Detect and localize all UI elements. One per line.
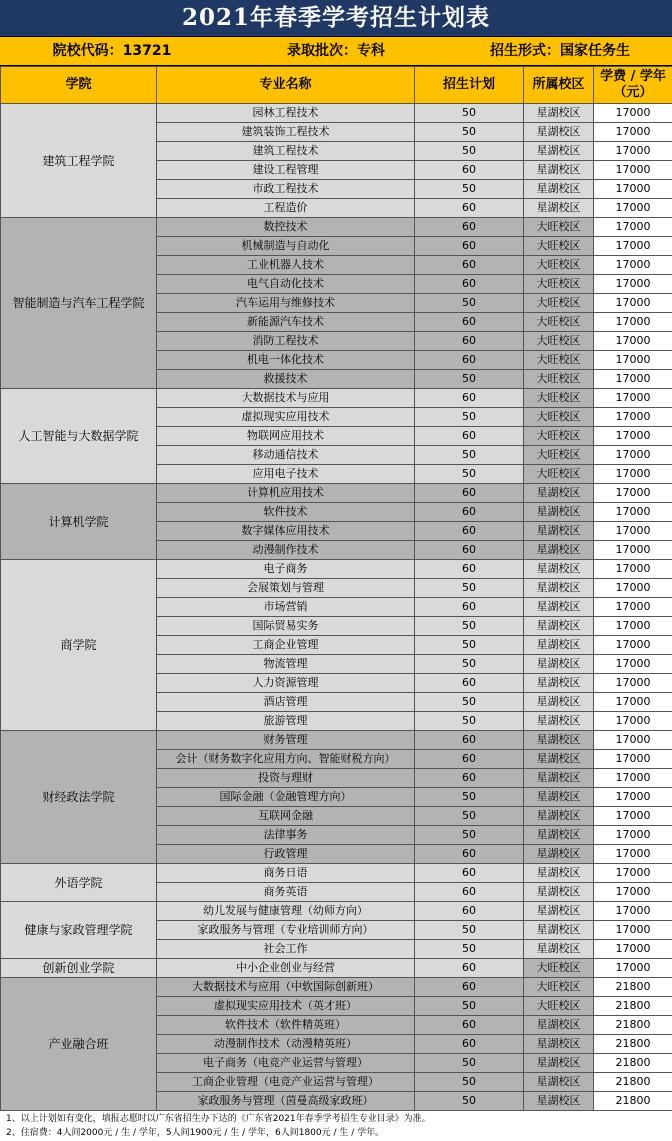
plan-cell: 60	[415, 161, 524, 180]
campus-cell: 星湖校区	[524, 940, 594, 959]
campus-cell: 星湖校区	[524, 541, 594, 560]
major-cell: 物联网应用技术	[157, 427, 415, 446]
plan-cell: 50	[415, 712, 524, 731]
plan-cell: 60	[415, 1035, 524, 1054]
plan-cell: 60	[415, 598, 524, 617]
plan-cell: 60	[415, 313, 524, 332]
college-cell: 智能制造与汽车工程学院	[1, 218, 157, 389]
campus-cell: 星湖校区	[524, 883, 594, 902]
campus-cell: 星湖校区	[524, 522, 594, 541]
plan-cell: 60	[415, 731, 524, 750]
plan-cell: 60	[415, 769, 524, 788]
major-cell: 国际贸易实务	[157, 617, 415, 636]
tuition-cell: 17000	[594, 161, 672, 180]
plan-cell: 50	[415, 997, 524, 1016]
tuition-cell: 17000	[594, 123, 672, 142]
campus-cell: 大旺校区	[524, 978, 594, 997]
plan-cell: 50	[415, 940, 524, 959]
major-cell: 计算机应用技术	[157, 484, 415, 503]
tuition-cell: 17000	[594, 389, 672, 408]
major-cell: 建筑装饰工程技术	[157, 123, 415, 142]
tuition-cell: 17000	[594, 541, 672, 560]
major-cell: 法律事务	[157, 826, 415, 845]
table-row	[1, 484, 672, 503]
major-cell: 新能源汽车技术	[157, 313, 415, 332]
tuition-cell: 17000	[594, 807, 672, 826]
header-plan: 招生计划	[415, 67, 524, 104]
tuition-cell: 17000	[594, 427, 672, 446]
plan-cell: 50	[415, 1054, 524, 1073]
plan-cell: 60	[415, 560, 524, 579]
major-cell: 数字媒体应用技术	[157, 522, 415, 541]
plan-cell: 60	[415, 541, 524, 560]
tuition-cell: 21800	[594, 997, 672, 1016]
table-row	[1, 560, 672, 579]
major-cell: 虚拟现实应用技术	[157, 408, 415, 427]
campus-cell: 星湖校区	[524, 1092, 594, 1111]
plan-cell: 50	[415, 408, 524, 427]
campus-cell: 星湖校区	[524, 199, 594, 218]
plan-cell: 60	[415, 883, 524, 902]
campus-cell: 大旺校区	[524, 370, 594, 389]
campus-cell: 大旺校区	[524, 465, 594, 484]
tuition-cell: 17000	[594, 522, 672, 541]
tuition-cell: 17000	[594, 921, 672, 940]
plan-cell: 60	[415, 351, 524, 370]
footnote: 2、住宿费：4人间2000元 / 生 / 学年，5人间1900元 / 生 / 学年，6人间1800元 / 生 / 学年。	[6, 1128, 385, 1138]
major-cell: 移动通信技术	[157, 446, 415, 465]
tuition-cell: 17000	[594, 636, 672, 655]
tuition-cell: 17000	[594, 655, 672, 674]
plan-cell: 50	[415, 465, 524, 484]
campus-cell: 星湖校区	[524, 484, 594, 503]
plan-cell: 60	[415, 389, 524, 408]
enrollment-plan-table	[0, 66, 672, 1111]
plan-cell: 60	[415, 902, 524, 921]
college-cell: 人工智能与大数据学院	[1, 389, 157, 484]
campus-cell: 星湖校区	[524, 598, 594, 617]
major-cell: 酒店管理	[157, 693, 415, 712]
campus-cell: 大旺校区	[524, 427, 594, 446]
plan-cell: 60	[415, 864, 524, 883]
tuition-cell: 17000	[594, 332, 672, 351]
campus-cell: 星湖校区	[524, 142, 594, 161]
plan-cell: 50	[415, 807, 524, 826]
tuition-cell: 17000	[594, 294, 672, 313]
campus-cell: 大旺校区	[524, 294, 594, 313]
tuition-cell: 17000	[594, 959, 672, 978]
campus-cell: 大旺校区	[524, 959, 594, 978]
major-cell: 中小企业创业与经营	[157, 959, 415, 978]
major-cell: 家政服务与管理（专业培训师方向）	[157, 921, 415, 940]
table-row	[1, 959, 672, 978]
major-cell: 大数据技术与应用（中软国际创新班）	[157, 978, 415, 997]
plan-cell: 50	[415, 123, 524, 142]
campus-cell: 星湖校区	[524, 1016, 594, 1035]
campus-cell: 星湖校区	[524, 579, 594, 598]
campus-cell: 星湖校区	[524, 731, 594, 750]
table-row	[1, 218, 672, 237]
campus-cell: 星湖校区	[524, 693, 594, 712]
tuition-cell: 17000	[594, 313, 672, 332]
major-cell: 机械制造与自动化	[157, 237, 415, 256]
major-cell: 应用电子技术	[157, 465, 415, 484]
campus-cell: 大旺校区	[524, 389, 594, 408]
campus-cell: 星湖校区	[524, 161, 594, 180]
major-cell: 市场营销	[157, 598, 415, 617]
tuition-cell: 17000	[594, 693, 672, 712]
tuition-cell: 17000	[594, 275, 672, 294]
campus-cell: 星湖校区	[524, 807, 594, 826]
campus-cell: 星湖校区	[524, 636, 594, 655]
college-cell: 计算机学院	[1, 484, 157, 560]
plan-cell: 60	[415, 750, 524, 769]
page-title: 2021年春季学考招生计划表	[0, 0, 672, 36]
plan-cell: 50	[415, 693, 524, 712]
tuition-cell: 17000	[594, 503, 672, 522]
major-cell: 救援技术	[157, 370, 415, 389]
campus-cell: 星湖校区	[524, 180, 594, 199]
tuition-cell: 21800	[594, 1054, 672, 1073]
campus-cell: 大旺校区	[524, 313, 594, 332]
major-cell: 家政服务与管理（茵曼高级家政班）	[157, 1092, 415, 1111]
college-cell: 健康与家政管理学院	[1, 902, 157, 959]
plan-cell: 60	[415, 959, 524, 978]
table-body	[1, 104, 672, 1111]
footnote: 1、以上计划如有变化，填报志愿时以广东省招生办下达的《广东省2021年春季学考招生专业目录》为准。	[6, 1114, 431, 1124]
major-cell: 会展策划与管理	[157, 579, 415, 598]
plan-cell: 50	[415, 1073, 524, 1092]
campus-cell: 星湖校区	[524, 1054, 594, 1073]
major-cell: 人力资源管理	[157, 674, 415, 693]
plan-cell: 50	[415, 142, 524, 161]
major-cell: 商务英语	[157, 883, 415, 902]
tuition-cell: 21800	[594, 1035, 672, 1054]
campus-cell: 大旺校区	[524, 218, 594, 237]
admission-batch: 录取批次：专科	[287, 43, 385, 59]
tuition-cell: 17000	[594, 484, 672, 503]
campus-cell: 星湖校区	[524, 921, 594, 940]
tuition-cell: 17000	[594, 845, 672, 864]
major-cell: 园林工程技术	[157, 104, 415, 123]
campus-cell: 星湖校区	[524, 902, 594, 921]
tuition-cell: 17000	[594, 788, 672, 807]
plan-cell: 50	[415, 180, 524, 199]
tuition-cell: 21800	[594, 978, 672, 997]
campus-cell: 星湖校区	[524, 845, 594, 864]
tuition-cell: 17000	[594, 883, 672, 902]
college-cell: 建筑工程学院	[1, 104, 157, 218]
major-cell: 国际金融（金融管理方向）	[157, 788, 415, 807]
campus-cell: 星湖校区	[524, 864, 594, 883]
major-cell: 电气自动化技术	[157, 275, 415, 294]
header-campus: 所属校区	[524, 67, 594, 104]
college-cell: 商学院	[1, 560, 157, 731]
plan-cell: 60	[415, 427, 524, 446]
plan-cell: 50	[415, 1092, 524, 1111]
tuition-cell: 17000	[594, 256, 672, 275]
tuition-cell: 17000	[594, 902, 672, 921]
major-cell: 建筑工程技术	[157, 142, 415, 161]
tuition-cell: 17000	[594, 826, 672, 845]
plan-cell: 50	[415, 826, 524, 845]
campus-cell: 星湖校区	[524, 1073, 594, 1092]
major-cell: 市政工程技术	[157, 180, 415, 199]
plan-cell: 50	[415, 655, 524, 674]
major-cell: 商务日语	[157, 864, 415, 883]
campus-cell: 星湖校区	[524, 560, 594, 579]
tuition-cell: 17000	[594, 598, 672, 617]
campus-cell: 星湖校区	[524, 826, 594, 845]
major-cell: 工商企业管理	[157, 636, 415, 655]
campus-cell: 星湖校区	[524, 655, 594, 674]
campus-cell: 大旺校区	[524, 237, 594, 256]
plan-cell: 60	[415, 218, 524, 237]
major-cell: 软件技术	[157, 503, 415, 522]
major-cell: 消防工程技术	[157, 332, 415, 351]
tuition-cell: 17000	[594, 408, 672, 427]
plan-cell: 50	[415, 636, 524, 655]
major-cell: 物流管理	[157, 655, 415, 674]
table-row	[1, 902, 672, 921]
major-cell: 幼儿发展与健康管理（幼师方向）	[157, 902, 415, 921]
tuition-cell: 17000	[594, 446, 672, 465]
tuition-cell: 17000	[594, 940, 672, 959]
campus-cell: 星湖校区	[524, 769, 594, 788]
campus-cell: 大旺校区	[524, 351, 594, 370]
major-cell: 互联网金融	[157, 807, 415, 826]
campus-cell: 星湖校区	[524, 1035, 594, 1054]
header-tuition: 学费 / 学年（元）	[594, 67, 672, 104]
plan-cell: 50	[415, 294, 524, 313]
tuition-cell: 17000	[594, 579, 672, 598]
major-cell: 工业机器人技术	[157, 256, 415, 275]
table-row	[1, 731, 672, 750]
major-cell: 工商企业管理（电竞产业运营与管理）	[157, 1073, 415, 1092]
info-bar	[0, 36, 672, 66]
college-cell: 创新创业学院	[1, 959, 157, 978]
major-cell: 工程造价	[157, 199, 415, 218]
campus-cell: 星湖校区	[524, 750, 594, 769]
plan-cell: 50	[415, 788, 524, 807]
plan-cell: 60	[415, 332, 524, 351]
major-cell: 投资与理财	[157, 769, 415, 788]
major-cell: 动漫制作技术	[157, 541, 415, 560]
tuition-cell: 17000	[594, 560, 672, 579]
plan-cell: 60	[415, 237, 524, 256]
campus-cell: 星湖校区	[524, 674, 594, 693]
table-row	[1, 864, 672, 883]
major-cell: 行政管理	[157, 845, 415, 864]
tuition-cell: 17000	[594, 370, 672, 389]
plan-cell: 50	[415, 446, 524, 465]
plan-cell: 50	[415, 921, 524, 940]
major-cell: 建设工程管理	[157, 161, 415, 180]
footnotes	[0, 1111, 672, 1140]
plan-cell: 60	[415, 275, 524, 294]
tuition-cell: 17000	[594, 218, 672, 237]
major-cell: 社会工作	[157, 940, 415, 959]
major-cell: 旅游管理	[157, 712, 415, 731]
campus-cell: 大旺校区	[524, 332, 594, 351]
major-cell: 虚拟现实应用技术（英才班）	[157, 997, 415, 1016]
tuition-cell: 17000	[594, 465, 672, 484]
tuition-cell: 17000	[594, 617, 672, 636]
tuition-cell: 17000	[594, 864, 672, 883]
major-cell: 电子商务（电竞产业运营与管理）	[157, 1054, 415, 1073]
tuition-cell: 17000	[594, 351, 672, 370]
college-cell: 财经政法学院	[1, 731, 157, 864]
campus-cell: 星湖校区	[524, 712, 594, 731]
tuition-cell: 17000	[594, 769, 672, 788]
tuition-cell: 17000	[594, 712, 672, 731]
plan-cell: 60	[415, 845, 524, 864]
table-row	[1, 104, 672, 123]
tuition-cell: 17000	[594, 674, 672, 693]
tuition-cell: 17000	[594, 750, 672, 769]
plan-cell: 50	[415, 370, 524, 389]
plan-cell: 60	[415, 1016, 524, 1035]
major-cell: 电子商务	[157, 560, 415, 579]
campus-cell: 星湖校区	[524, 617, 594, 636]
plan-cell: 60	[415, 199, 524, 218]
table-row	[1, 389, 672, 408]
major-cell: 软件技术（软件精英班）	[157, 1016, 415, 1035]
plan-cell: 60	[415, 522, 524, 541]
campus-cell: 大旺校区	[524, 408, 594, 427]
major-cell: 汽车运用与维修技术	[157, 294, 415, 313]
tuition-cell: 17000	[594, 104, 672, 123]
campus-cell: 星湖校区	[524, 503, 594, 522]
header-major: 专业名称	[157, 67, 415, 104]
tuition-cell: 21800	[594, 1016, 672, 1035]
major-cell: 大数据技术与应用	[157, 389, 415, 408]
plan-cell: 50	[415, 617, 524, 636]
table-row	[1, 978, 672, 997]
campus-cell: 大旺校区	[524, 446, 594, 465]
plan-cell: 60	[415, 674, 524, 693]
tuition-cell: 21800	[594, 1092, 672, 1111]
major-cell: 动漫制作技术（动漫精英班）	[157, 1035, 415, 1054]
college-cell: 外语学院	[1, 864, 157, 902]
campus-cell: 星湖校区	[524, 788, 594, 807]
tuition-cell: 17000	[594, 731, 672, 750]
campus-cell: 星湖校区	[524, 104, 594, 123]
enrollment-form: 招生形式：国家任务生	[490, 43, 630, 59]
school-code: 院校代码：13721	[52, 43, 172, 59]
major-cell: 数控技术	[157, 218, 415, 237]
plan-cell: 60	[415, 256, 524, 275]
tuition-cell: 17000	[594, 180, 672, 199]
campus-cell: 大旺校区	[524, 256, 594, 275]
campus-cell: 大旺校区	[524, 275, 594, 294]
tuition-cell: 17000	[594, 237, 672, 256]
tuition-cell: 17000	[594, 142, 672, 161]
campus-cell: 星湖校区	[524, 123, 594, 142]
plan-cell: 60	[415, 978, 524, 997]
college-cell: 产业融合班	[1, 978, 157, 1111]
plan-cell: 50	[415, 579, 524, 598]
major-cell: 财务管理	[157, 731, 415, 750]
tuition-cell: 17000	[594, 199, 672, 218]
campus-cell: 大旺校区	[524, 997, 594, 1016]
plan-cell: 50	[415, 104, 524, 123]
tuition-cell: 21800	[594, 1073, 672, 1092]
table-header-row	[1, 67, 672, 104]
plan-cell: 60	[415, 484, 524, 503]
major-cell: 机电一体化技术	[157, 351, 415, 370]
header-college: 学院	[1, 67, 157, 104]
major-cell: 会计（财务数字化应用方向、智能财税方向）	[157, 750, 415, 769]
plan-cell: 60	[415, 503, 524, 522]
